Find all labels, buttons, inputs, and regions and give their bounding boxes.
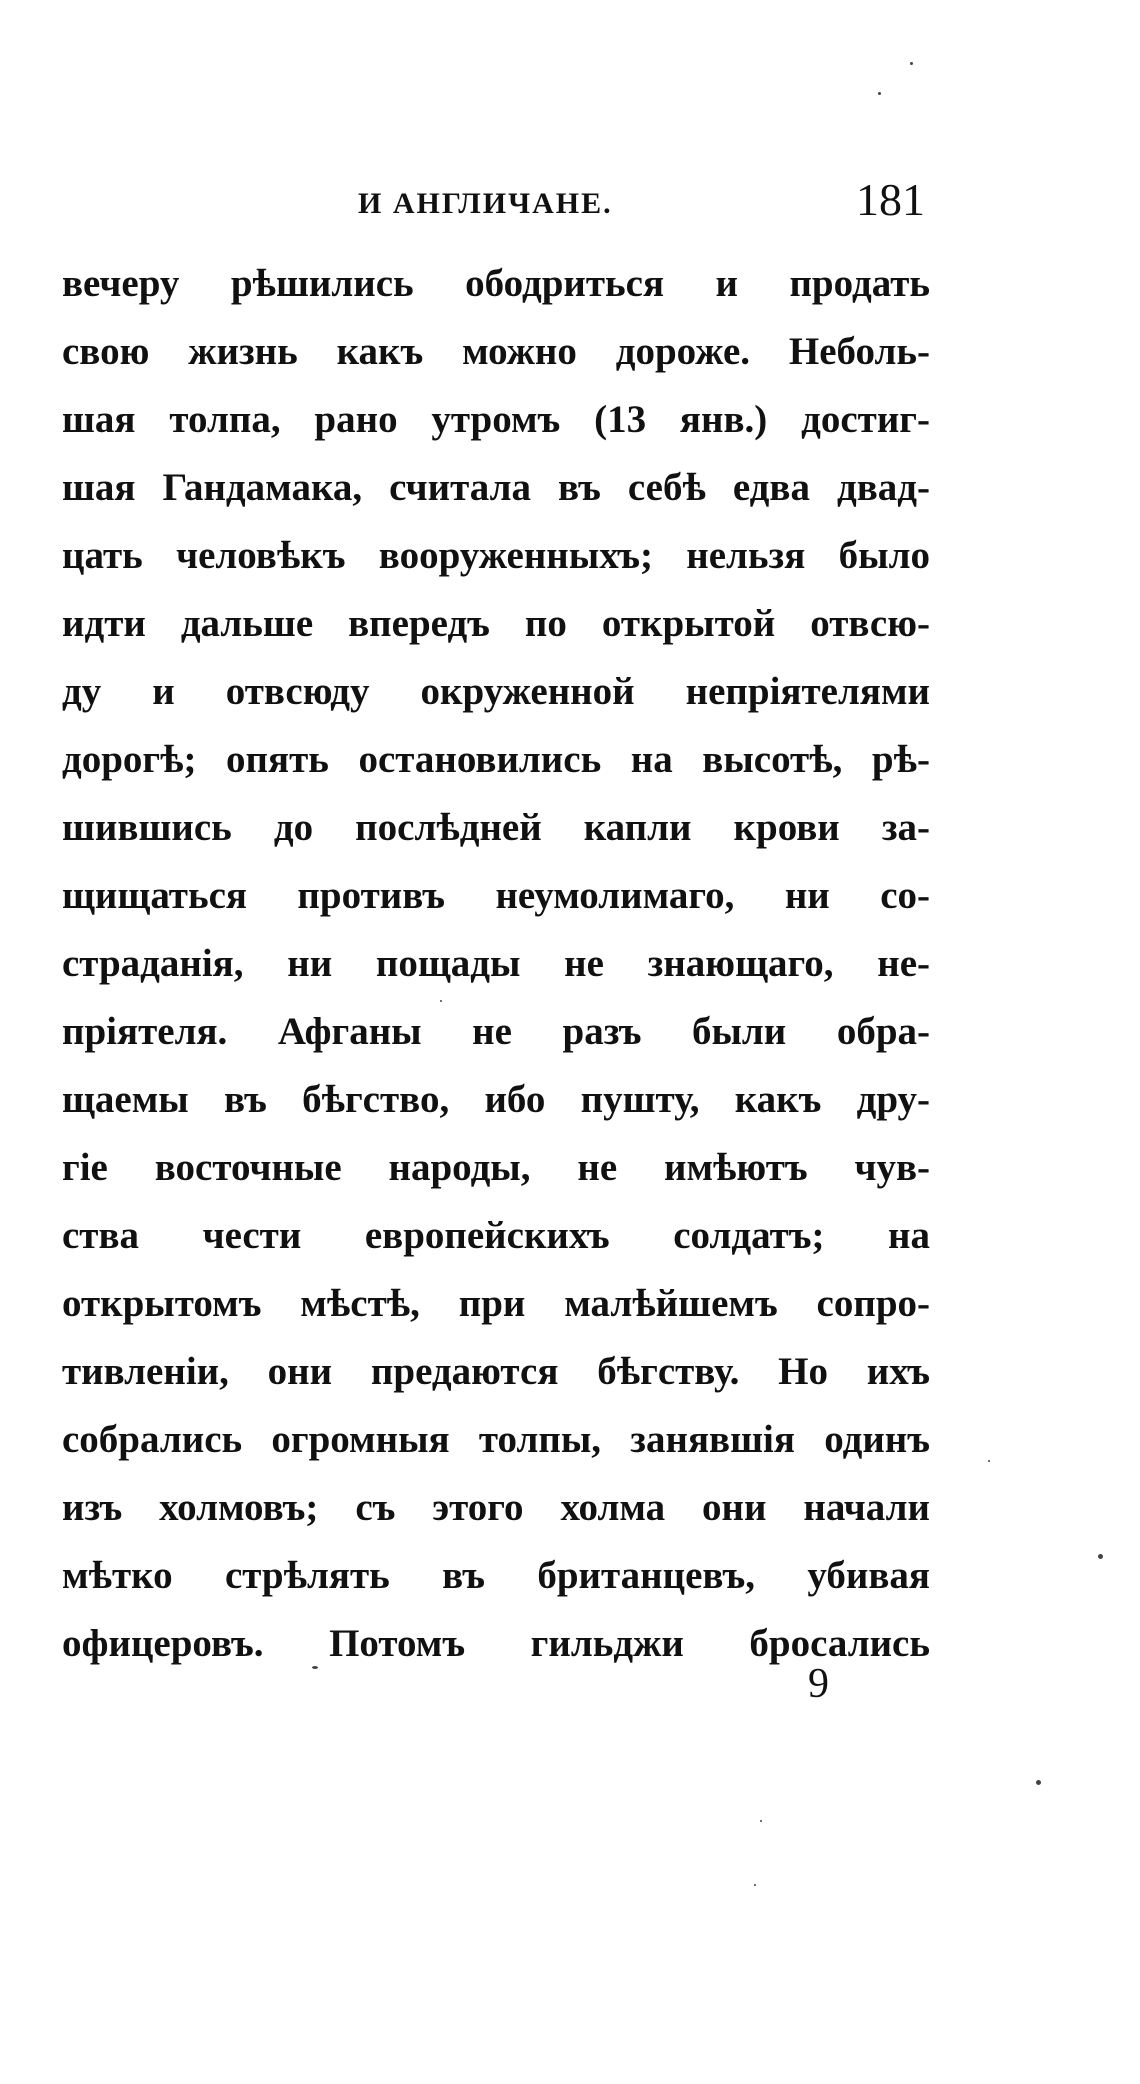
text-line: собрались огромныя толпы, занявшія одинъ — [62, 1418, 930, 1461]
text-line: гіе восточные народы, не имѣютъ чув- — [62, 1146, 930, 1189]
running-title: И АНГЛИЧАНЕ. — [358, 187, 613, 220]
text-line: пріятеля. Афганы не разъ были обра- — [62, 1010, 930, 1053]
scan-speck — [754, 1884, 756, 1886]
text-line: шившись до послѣдней капли крови за- — [62, 806, 930, 849]
scan-speck — [988, 1460, 990, 1462]
text-line: ства чести европейскихъ солдатъ; на — [62, 1214, 930, 1257]
text-line: вечеру рѣшились ободриться и продать — [62, 262, 930, 305]
text-line: идти дальше впередъ по открытой отвсю- — [62, 602, 930, 645]
scan-speck — [1036, 1780, 1041, 1785]
text-line: мѣтко стрѣлять въ британцевъ, убивая — [62, 1554, 930, 1597]
page-number: 181 — [856, 174, 925, 225]
signature-mark: 9 — [808, 1661, 829, 1707]
text-line: щаемы въ бѣгство, ибо пушту, какъ дру- — [62, 1078, 930, 1121]
text-line: страданія, ни пощады не знающаго, не- — [62, 942, 930, 985]
scan-speck — [440, 1000, 442, 1002]
scan-speck — [1098, 1554, 1103, 1559]
text-line: тивленіи, они предаются бѣгству. Но ихъ — [62, 1350, 930, 1393]
body-text — [62, 250, 930, 1678]
scan-speck — [878, 92, 881, 95]
text-line: ду и отвсюду окруженной непріятелями — [62, 670, 930, 713]
text-line: изъ холмовъ; съ этого холма они начали — [62, 1486, 930, 1529]
text-line: шая толпа, рано утромъ (13 янв.) достиг- — [62, 398, 930, 441]
text-line: дорогѣ; опять остановились на высотѣ, рѣ- — [62, 738, 930, 781]
text-line: свою жизнь какъ можно дороже. Неболь- — [62, 330, 930, 373]
text-line: щищаться противъ неумолимаго, ни со- — [62, 874, 930, 917]
scan-speck — [760, 1820, 762, 1822]
text-line: офицеровъ. Потомъ гильджи бросались — [62, 1622, 930, 1665]
scan-speck — [312, 1666, 318, 1669]
text-line: шая Гандамака, считала въ себѣ едва двад- — [62, 466, 930, 509]
text-line: цать человѣкъ вооруженныхъ; нельзя было — [62, 534, 930, 577]
scan-speck — [910, 62, 913, 65]
text-line: открытомъ мѣстѣ, при малѣйшемъ сопро- — [62, 1282, 930, 1325]
